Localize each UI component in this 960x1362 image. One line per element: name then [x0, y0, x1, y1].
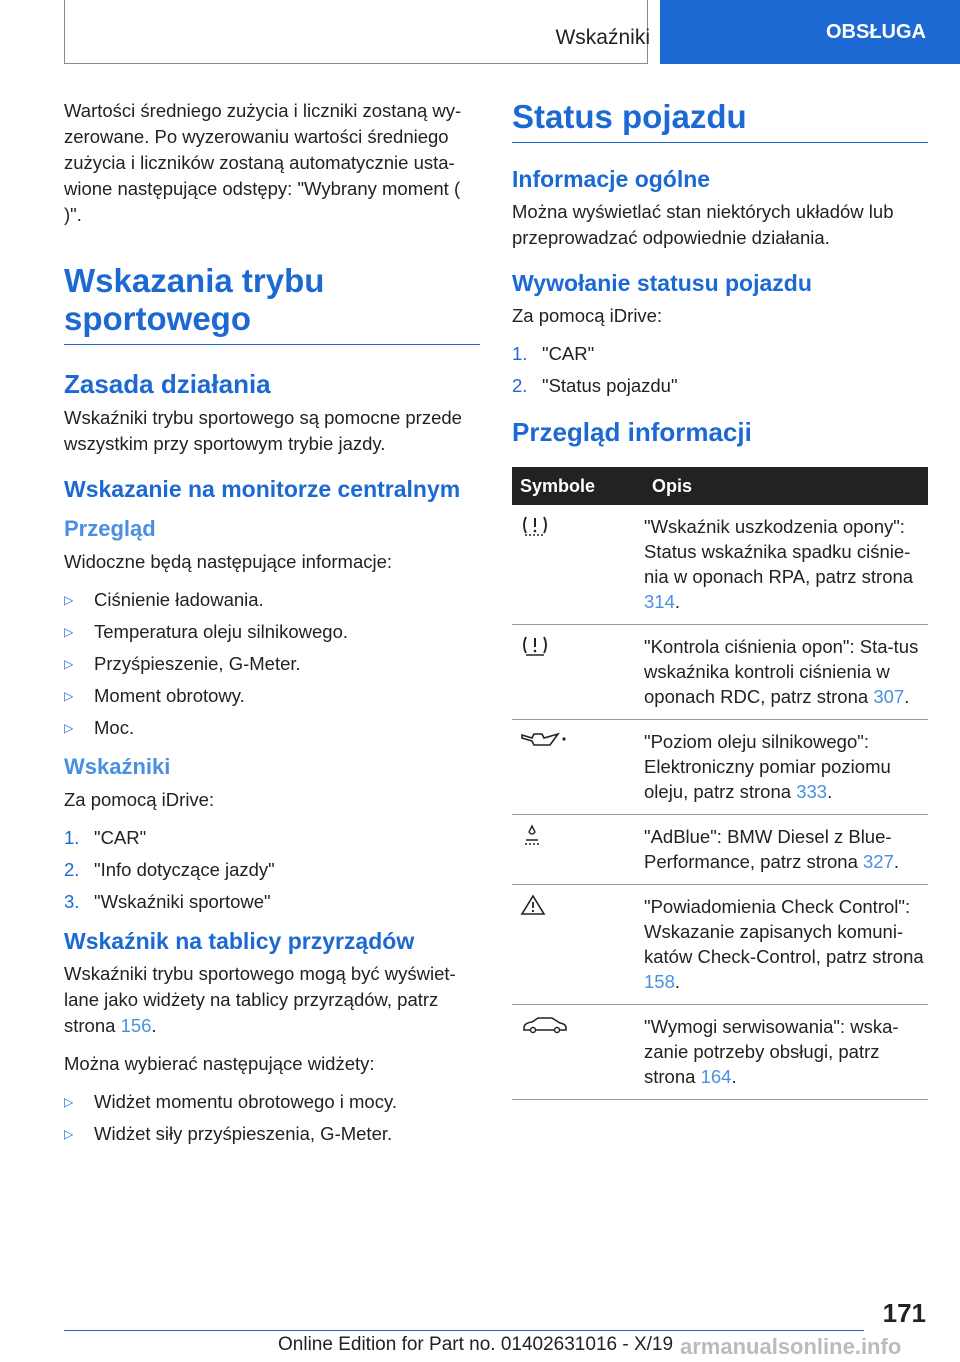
call-status-heading: Wywołanie statusu pojazdu [512, 270, 812, 296]
widgets-list [64, 1089, 480, 1147]
watermark: armanualsonline.info [680, 1334, 902, 1359]
table-row [512, 505, 928, 625]
step-item: 2. "Info dotyczące jazdy" [64, 859, 275, 880]
description-cell: "Kontrola ciśnienia opon": Sta-tus wskaźnika kontroli ciśnienia w oponach RDC, patrz strona 307. [644, 625, 928, 720]
intro-paragraph: Wartości średniego zużycia i liczniki zostaną wy-zerowane. Po wyzerowaniu wartości średniego zużycia i liczników zostaną automatycznie usta-wione następujące odstępy: "Wybrany moment ( )". [64, 100, 462, 225]
principle-heading: Zasada działania [64, 369, 271, 399]
bullet-triangle-icon: ▷ [64, 689, 74, 703]
page-ref-link[interactable]: 164 [700, 1066, 732, 1087]
page-ref-link[interactable]: 314 [644, 591, 675, 612]
tire-pressure-monitor-icon [520, 639, 550, 660]
overview-heading: Przegląd [64, 516, 156, 541]
tire-pressure-warning-icon [520, 519, 550, 540]
header-section-title: Wskaźniki [555, 26, 650, 49]
call-status-text: Za pomocą iDrive: [512, 305, 663, 326]
info-overview-heading: Przegląd informacji [512, 417, 752, 447]
table-row [512, 885, 928, 1005]
central-display-heading: Wskazanie na monitorze centralnym [64, 476, 461, 502]
step-item: 2. "Status pojazdu" [512, 375, 678, 396]
right-column [512, 98, 928, 1100]
symbols-table [512, 467, 928, 1100]
page-ref-link[interactable]: 158 [644, 971, 675, 992]
step-item: 1. "CAR" [512, 343, 595, 364]
general-info-text: Można wyświetlać stan niektórych układów lub przeprowadzać odpowiednie działania. [512, 201, 894, 248]
list-item: ▷ Widżet momentu obrotowego i mocy. [64, 1089, 480, 1115]
list-item: ▷ Moment obrotowy. [64, 683, 480, 709]
page-ref-link[interactable]: 333 [796, 781, 828, 802]
bullet-triangle-icon: ▷ [64, 593, 74, 607]
call-status-steps [512, 341, 928, 399]
column-header-symbols: Symbole [512, 467, 644, 505]
table-header-row [512, 467, 928, 505]
header-chapter-tab[interactable] [660, 0, 960, 64]
service-car-icon [520, 1019, 568, 1040]
widgets-text: Można wybierać następujące widżety: [64, 1053, 375, 1074]
list-item: ▷ Temperatura oleju silnikowego. [64, 619, 480, 645]
indicators-heading: Wskaźniki [64, 754, 171, 779]
table-row [512, 815, 928, 885]
instrument-cluster-text: Wskaźniki trybu sportowego mogą być wyświet-lane jako widżety na tablicy przyrządów, patrz strona 156. [64, 963, 456, 1036]
instrument-cluster-heading: Wskaźnik na tablicy przyrządów [64, 928, 415, 954]
warning-triangle-icon [520, 899, 546, 920]
description-cell: "AdBlue": BMW Diesel z Blue-Performance, patrz strona 327. [644, 815, 928, 885]
sport-displays-heading: Wskazania trybu sportowego [64, 262, 480, 345]
table-row [512, 720, 928, 815]
list-item: ▷ Moc. [64, 715, 480, 741]
bullet-triangle-icon: ▷ [64, 1127, 74, 1141]
adblue-icon [520, 829, 544, 850]
page-number: 171 [882, 1298, 926, 1328]
description-cell: "Wymogi serwisowania": wska-zanie potrzeby obsługi, patrz strona 164. [644, 1005, 928, 1100]
page-ref-link[interactable]: 307 [873, 686, 905, 707]
page-ref-link[interactable]: 156 [120, 1015, 152, 1036]
indicators-steps [64, 825, 480, 915]
footer-divider [64, 1330, 864, 1331]
description-cell: "Powiadomienia Check Control": Wskazanie zapisanych komuni-katów Check-Control, patrz strona 158. [644, 885, 928, 1005]
description-cell: "Poziom oleju silnikowego": Elektroniczny pomiar poziomu oleju, patrz strona 333. [644, 720, 928, 815]
list-item: ▷ Widżet siły przyśpieszenia, G-Meter. [64, 1121, 480, 1147]
step-item: 1. "CAR" [64, 827, 147, 848]
bullet-triangle-icon: ▷ [64, 1095, 74, 1109]
header-chapter-label: OBSŁUGA [826, 20, 926, 43]
bullet-triangle-icon: ▷ [64, 657, 74, 671]
vehicle-status-heading: Status pojazdu [512, 98, 928, 143]
indicators-text: Za pomocą iDrive: [64, 789, 215, 810]
page-ref-link[interactable]: 327 [863, 851, 894, 872]
overview-text: Widoczne będą następujące informacje: [64, 551, 393, 572]
bullet-triangle-icon: ▷ [64, 721, 74, 735]
column-header-description: Opis [644, 467, 928, 505]
table-row [512, 625, 928, 720]
bullet-triangle-icon: ▷ [64, 625, 74, 639]
footer-edition: Online Edition for Part no. 01402631016 - X/19 [278, 1334, 674, 1355]
overview-list [64, 587, 480, 741]
general-info-heading: Informacje ogólne [512, 166, 711, 192]
oil-can-icon [520, 734, 568, 755]
principle-text: Wskaźniki trybu sportowego są pomocne przede wszystkim przy sportowym trybie jazdy. [64, 407, 462, 454]
step-item: 3. "Wskaźniki sportowe" [64, 891, 271, 912]
table-row [512, 1005, 928, 1100]
list-item: ▷ Ciśnienie ładowania. [64, 587, 480, 613]
left-column [64, 98, 480, 1159]
description-cell: "Wskaźnik uszkodzenia opony": Status wskaźnika spadku ciśnie-nia w oponach RPA, patrz strona 314. [644, 505, 928, 625]
list-item: ▷ Przyśpieszenie, G-Meter. [64, 651, 480, 677]
